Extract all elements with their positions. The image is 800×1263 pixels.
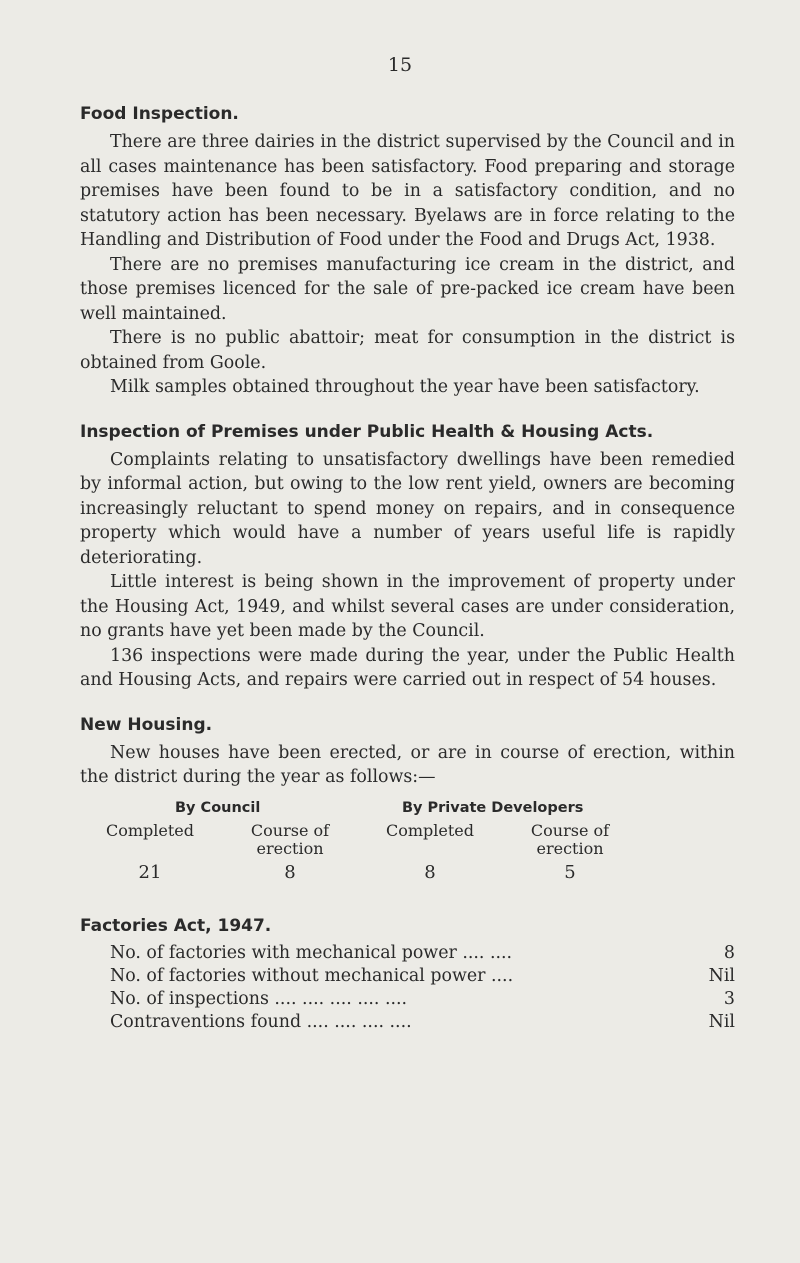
document-body (80, 104, 735, 1034)
list-item (80, 988, 735, 1011)
food-paragraph-4: Milk samples obtained throughout the year have been satisfactory. (110, 377, 700, 397)
list-item (80, 1011, 735, 1034)
column-header: Course of erection (530, 820, 610, 858)
food-paragraph-1: There are three dairies in the district supervised by the Council and in all cases maintenance has been satisfactory. Food preparing and storage premises have been found to be in a satisfactory condition, and no statutory action has been necessary. Byelaws are in force relating to the Handling and Distribution of Food under the Food and Drugs Act, 1938. (80, 132, 735, 250)
factories-label: No. of factories with mechanical power .... .... (110, 942, 513, 963)
column-header: Course of erection (250, 820, 330, 858)
table-cell: 8 (284, 861, 296, 883)
factories-value: Nil (708, 1011, 735, 1032)
housing-table (80, 800, 640, 882)
factories-label: No. of inspections .... .... .... .... .... (110, 988, 408, 1009)
page-number: 15 (387, 54, 413, 76)
group-council: By Council (175, 799, 261, 816)
food-paragraph-3: There is no public abattoir; meat for consumption in the district is obtained from Goole. (80, 328, 735, 373)
inspection-heading: Inspection of Premises under Public Health & Housing Acts. (80, 421, 654, 442)
new-housing-intro: New houses have been erected, or are in course of erection, within the district during the year as follows:— (80, 742, 735, 787)
inspection-paragraph-2: Little interest is being shown in the improvement of property under the Housing Act, 1949, and whilst several cases are under consideration, no grants have yet been made by the Council. (80, 572, 735, 641)
factories-section (80, 916, 735, 1034)
factories-heading: Factories Act, 1947. (80, 915, 272, 936)
factories-label: No. of factories without mechanical power .... (110, 965, 514, 986)
factories-label: Contraventions found .... .... .... .... (110, 1011, 412, 1032)
factories-value: Nil (708, 965, 735, 986)
inspection-paragraph-1: Complaints relating to unsatisfactory dwellings have been remedied by informal action, but owing to the low rent yield, owners are becoming increasingly reluctant to spend money on repairs, and in consequence property which would have a number of years useful life is rapidly deteriorating. (80, 449, 735, 568)
table-cell: 21 (138, 861, 162, 883)
group-private: By Private Developers (401, 799, 584, 816)
food-inspection-heading: Food Inspection. (80, 104, 239, 124)
column-header: Completed (385, 820, 474, 840)
column-header: Completed (105, 820, 194, 840)
list-item (80, 965, 735, 988)
food-paragraph-2: There are no premises manufacturing ice cream in the district, and those premises licenced for the sale of pre-packed ice cream have been well maintained. (80, 254, 735, 324)
factories-value: 8 (723, 942, 735, 963)
list-item (80, 942, 735, 965)
inspection-paragraph-3: 136 inspections were made during the year, under the Public Health and Housing Acts, and repairs were carried out in respect of 54 houses. (80, 645, 735, 690)
table-cell: 8 (424, 861, 436, 883)
table-cell: 5 (564, 861, 576, 883)
factories-value: 3 (723, 988, 735, 1009)
new-housing-heading: New Housing. (80, 714, 213, 735)
